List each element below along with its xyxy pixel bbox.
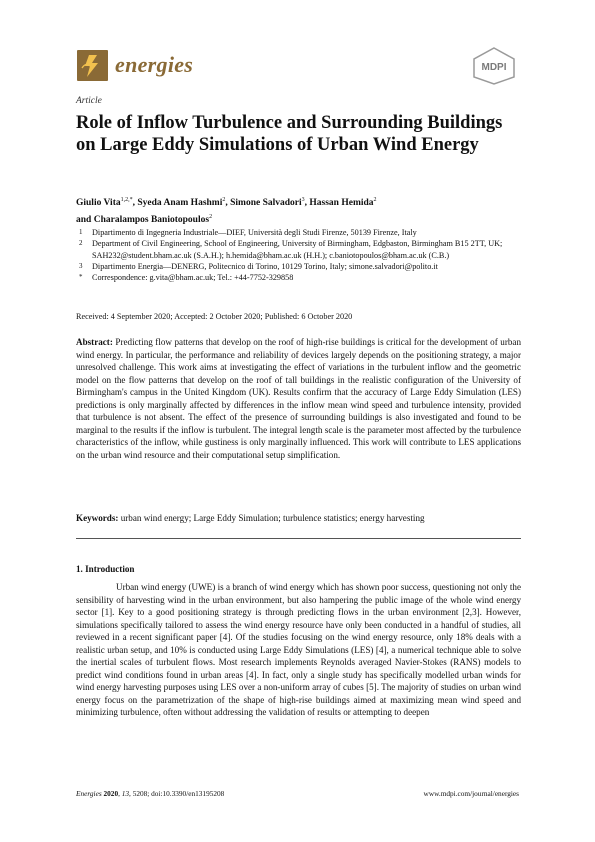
affiliation-item — [76, 227, 521, 238]
journal-name: energies — [115, 52, 194, 77]
section-heading: 1. Introduction — [76, 564, 135, 574]
mdpi-logo-icon — [470, 46, 518, 86]
affiliation-mark: * — [79, 273, 83, 282]
author-affil-mark: 3 — [301, 197, 305, 203]
footer-url: www.mdpi.com/journal/energies — [423, 789, 519, 798]
author-name: Simone Salvadori — [230, 198, 302, 209]
author-name: Syeda Anam Hashmi — [137, 198, 223, 209]
author-affil-mark: 2 — [373, 197, 377, 203]
abstract-label: Abstract: — [76, 337, 113, 347]
article-type: Article — [76, 96, 102, 106]
author-name: Giulio Vita — [76, 198, 121, 209]
affiliation-mark: 2 — [79, 239, 83, 248]
footer-doi: , 5208; doi:10.3390/en13195208 — [129, 789, 225, 798]
affiliation-text: Dipartimento di Ingegneria Industriale—DIEF, Università degli Studi Firenze, 50139 Firenze, Italy — [92, 228, 417, 237]
affiliation-text: Department of Civil Engineering, School of Engineering, University of Birmingham, Edgbaston, Birmingham B15 2TT, UK; SAH232@student.bham.ac.uk (S.A.H.); h.hemida@bham.ac.uk (H.H.); c.baniotopoulos@bham.ac.uk (C.B.) — [92, 239, 503, 260]
author-affil-mark: 2 — [209, 214, 213, 221]
svg-text:MDPI: MDPI — [481, 62, 507, 73]
section-divider — [76, 538, 521, 539]
affiliation-item — [76, 272, 521, 283]
author-affil-mark: 2 — [222, 197, 226, 203]
author-name: Hassan Hemida — [309, 198, 374, 209]
keywords — [76, 513, 521, 523]
footer-journal: Energies — [76, 789, 102, 798]
keywords-label: Keywords: — [76, 513, 119, 523]
affiliation-item — [76, 261, 521, 272]
correspondence-text: Correspondence: g.vita@bham.ac.uk; Tel.: +44-7752-329858 — [92, 273, 294, 283]
affiliation-item — [76, 238, 521, 261]
author-name: Charalampos Baniotopoulos — [93, 215, 210, 226]
section-body: Urban wind energy (UWE) is a branch of wind energy which has shown poor success, questioning not only the sensibility of harvesting wind in the urban environment, but also hampering the public image of the whole wind energy sector [1]. Key to a good positioning strategy is through predicting flows in the urban environment [2,3]. However, simulations specifically tailored to assess the wind energy resource have only been conducted in a handful of studies, all reviewed in a recent significant paper [4]. Of the studies focusing on the wind energy resource, only 18% deals with a realistic urban setup, and 10% is conducted using Large Eddy Simulations (LES) [4], a numerical technique able to solve the inertial scales of turbulent flows. Most research implements Reynolds averaged Navier-Stokes (RANS) models to predict wind conditions found in urban areas [4]. In fact, only a single study has specifically modelled urban winds for wind energy harvesting purposes using LES over a non-uniform array of cubes [5]. The majority of studies on urban wind energy focus on the parametrization of the shape of high-rise buildings aimed at maximizing mean wind speed and minimizing turbulence, often without addressing the validation of results or attempting to deepen — [76, 582, 521, 718]
affiliation-text: Dipartimento Energia—DENERG, Politecnico di Torino, 10129 Torino, Italy; simone.salvadori@polito.it — [92, 261, 438, 271]
journal-logo-icon — [77, 50, 108, 81]
paper-title: Role of Inflow Turbulence and Surrounding Buildings on Large Eddy Simulations of Urban Wind Energy — [76, 113, 503, 155]
abstract-text: Predicting flow patterns that develop on the roof of high-rise buildings is critical for the development of urban wind energy. In particular, the performance and reliability of devices largely depends on the positioning strategy, a major unresolved challenge. This work aims at investigating the effect of variations in the turbulent inflow and the geometric model on the flow patterns that develop on the roof of tall buildings in the realistic configuration of the University of Birmingham's campus in the United Kingdom (UK). Results confirm that the accuracy of Large Eddy Simulation (LES) predictions is only marginally affected by differences in the inflow mean wind speed and turbulence intensity, provided that turbulence is not absent. The effect of the presence of surrounding buildings is also investigated and found to be marginal to the results if the inflow is turbulent. The integral length scale is the parameter most affected by the turbulence characteristics of the inflow, while gustiness is only marginally influenced. This work will contribute to LES applications on the urban wind resource and their computational setup simplification. — [76, 337, 521, 460]
author-list: Giulio Vita$^{1,2,*}$, Syeda Anam Hashmi$^2$, Simone Salvadori$^3$, Hassan Hemida$^2$ and Charalampos Baniotopoulos$^2$ — [76, 197, 377, 226]
author-affil-mark: 1,2,* — [120, 197, 133, 203]
affiliation-mark: 1 — [79, 228, 83, 236]
abstract — [76, 336, 521, 461]
footer-year: 2020 — [103, 789, 119, 798]
publication-dates: Received: 4 September 2020; Accepted: 2 October 2020; Published: 6 October 2020 — [76, 312, 353, 321]
affiliation-mark: 3 — [79, 261, 83, 270]
affiliation-list — [76, 227, 521, 283]
keywords-text: urban wind energy; Large Eddy Simulation; turbulence statistics; energy harvesting — [120, 513, 425, 523]
footer-volume: 13 — [121, 789, 130, 798]
footer-citation: Energies 2020, 13, 5208; doi:10.3390/en13195208 — [76, 789, 225, 798]
